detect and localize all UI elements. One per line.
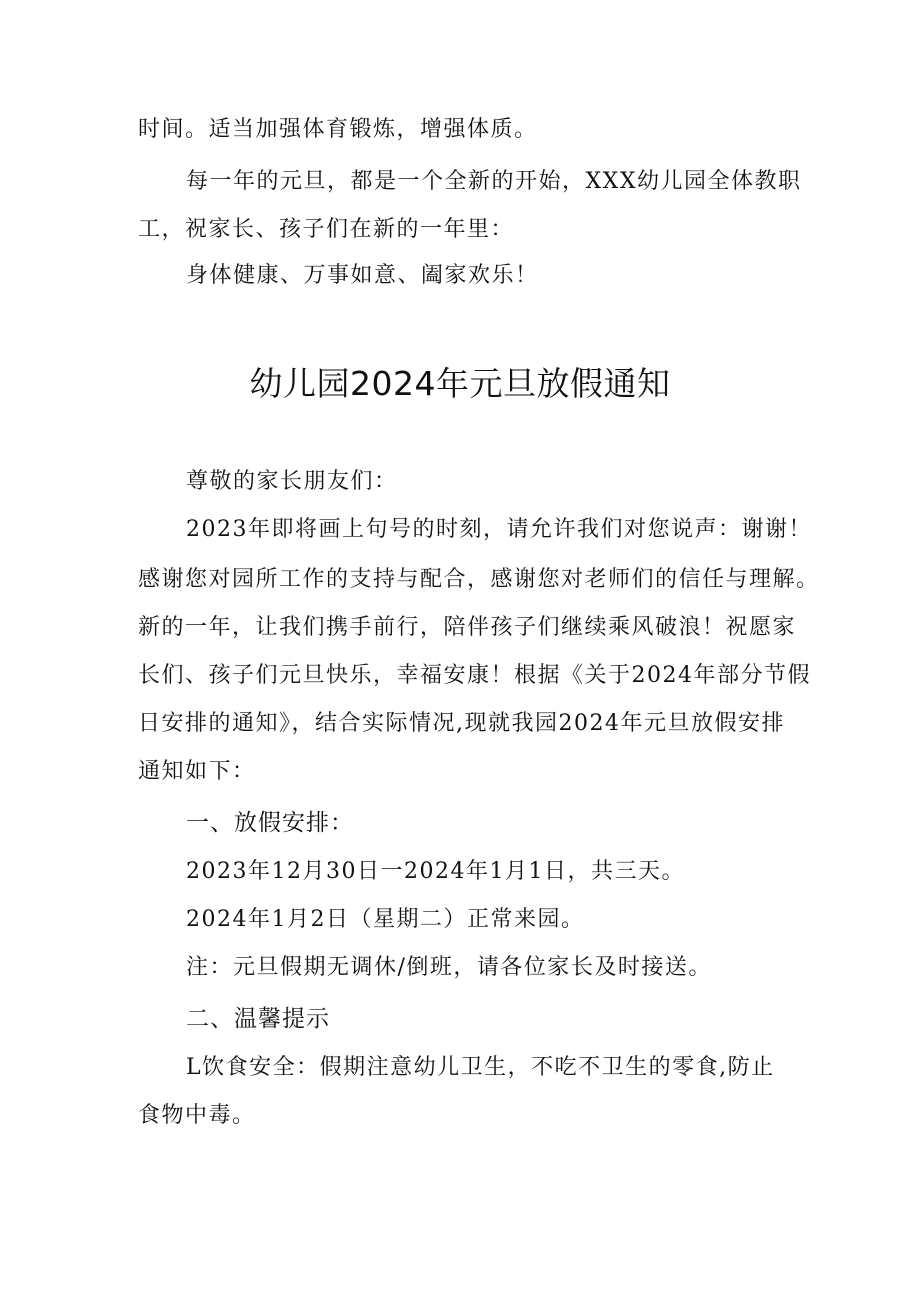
paragraph-line: 每一年的元旦，都是一个全新的开始，XXX幼儿园全体教职	[186, 169, 802, 194]
paragraph-line: 工，祝家长、孩子们在新的一年里：	[138, 217, 515, 242]
section-heading-tips: 二、温馨提示	[186, 1006, 330, 1032]
schedule-note: 注：元旦假期无调休/倒班，请各位家长及时接送。	[186, 955, 712, 980]
paragraph-line: 日安排的通知》，结合实际情况,现就我园2024年元旦放假安排	[138, 711, 785, 736]
schedule-line: 2024年1月2日（星期二）正常来园。	[186, 907, 585, 932]
notice-title: 幼儿园2024年元旦放假通知	[249, 364, 671, 403]
paragraph-line: 通知如下：	[138, 759, 256, 784]
paragraph-line: 时间。适当加强体育锻炼，增强体质。	[138, 117, 538, 142]
greeting-line: 身体健康、万事如意、阖家欢乐！	[186, 263, 539, 288]
schedule-line: 2023年12月30日一2024年1月1日，共三天。	[186, 859, 685, 884]
section-heading-schedule: 一、放假安排：	[186, 810, 354, 836]
paragraph-line: 长们、孩子们元旦快乐，幸福安康！根据《关于2024年部分节假	[138, 663, 811, 688]
paragraph-line: 感谢您对园所工作的支持与配合，感谢您对老师们的信任与理解。	[138, 567, 820, 592]
paragraph-line: 新的一年，让我们携手前行，陪伴孩子们继续乘风破浪！祝愿家	[138, 615, 797, 640]
tip-line: 食物中毒。	[138, 1103, 256, 1128]
paragraph-line: 2023年即将画上句号的时刻，请允许我们对您说声：谢谢！	[186, 517, 812, 542]
salutation: 尊敬的家长朋友们：	[186, 469, 398, 494]
tip-line: L饮食安全：假期注意幼儿卫生，不吃不卫生的零食,防止	[186, 1055, 775, 1080]
